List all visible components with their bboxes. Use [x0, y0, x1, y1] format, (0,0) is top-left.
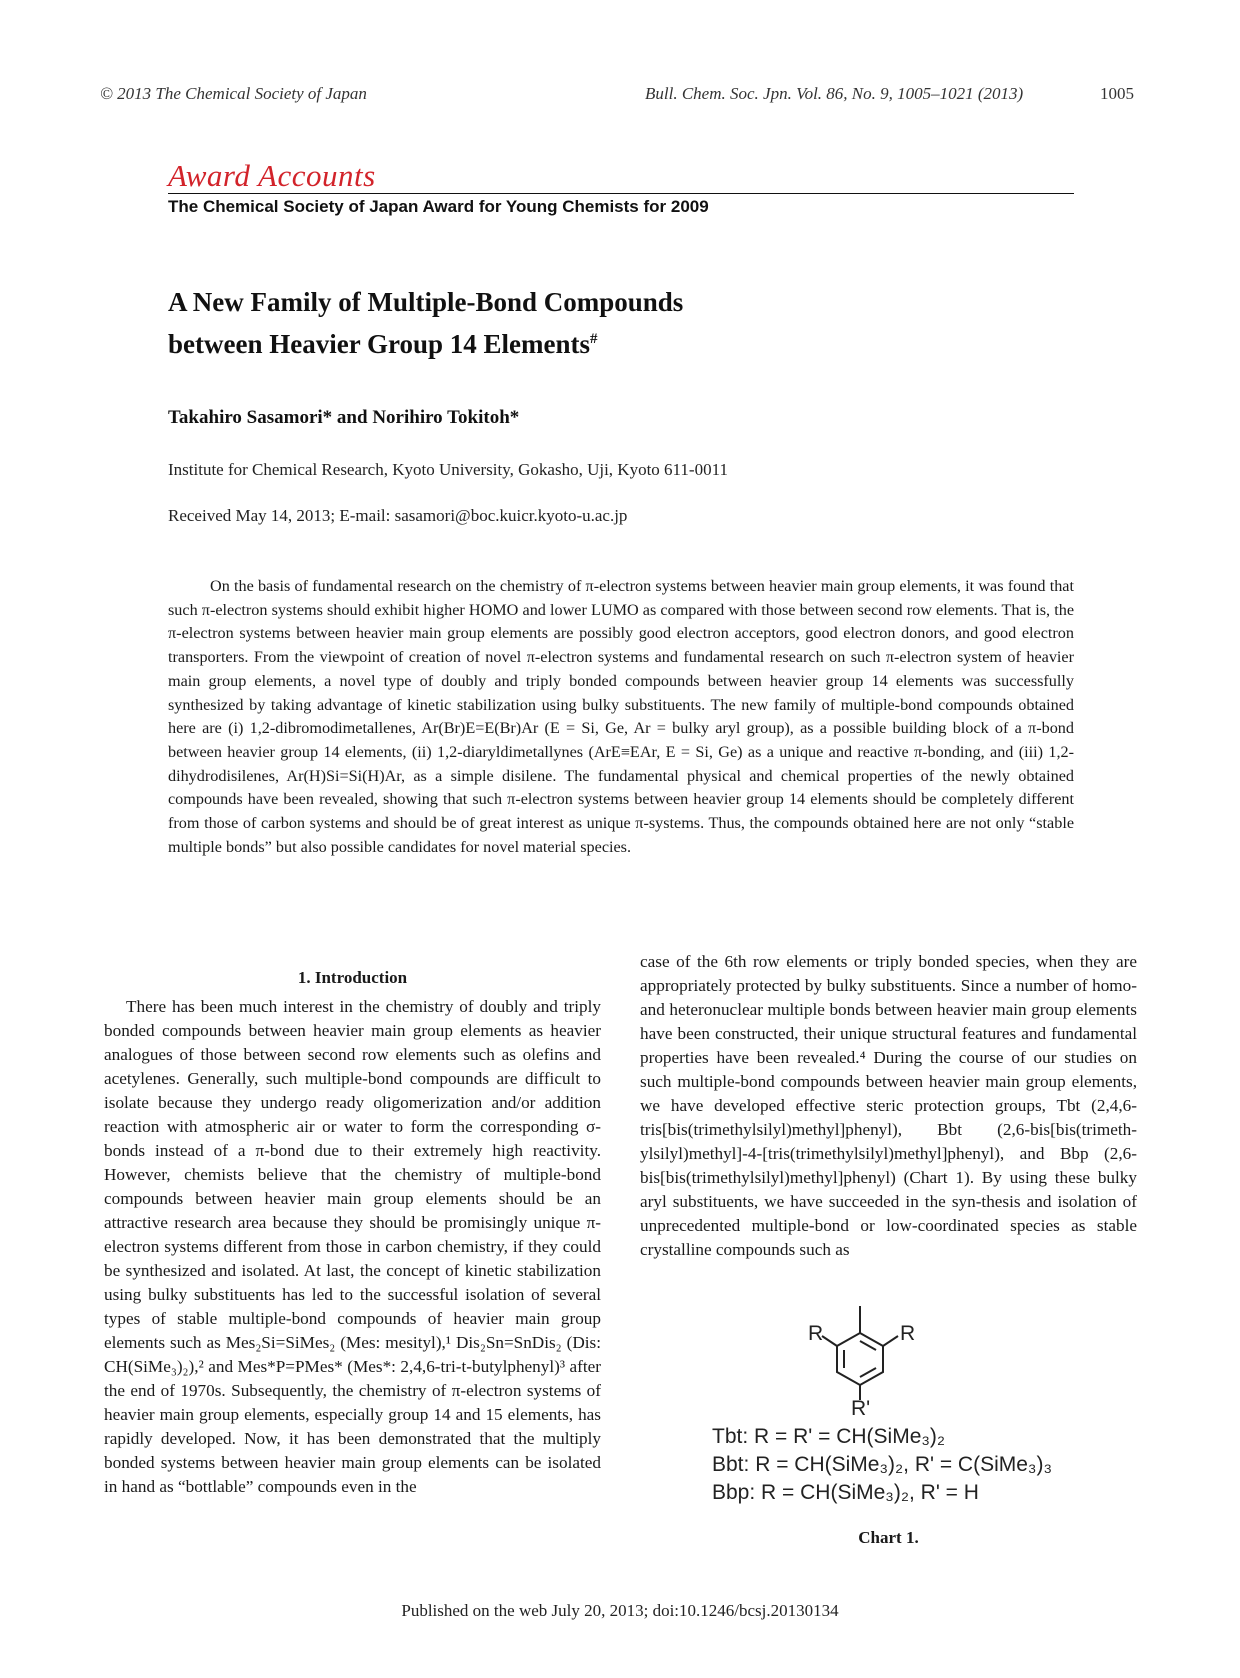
award-subtitle: The Chemical Society of Japan Award for Young Chemists for 2009 — [168, 197, 709, 216]
legend-bbt: Bbt: R = CH(SiMe₃)₂, R' = C(SiMe₃)₃ — [712, 1453, 1053, 1476]
article-title — [168, 284, 928, 363]
legend-bbp: Bbp: R = CH(SiMe₃)₂, R' = H — [712, 1481, 979, 1504]
r-left-label: R — [808, 1322, 824, 1345]
title-line-2: between Heavier Group 14 Elements# — [168, 329, 598, 359]
abstract: On the basis of fundamental research on the chemistry of π-electron systems between heavier main group elements, it was found that such π-electron systems should exhibit higher HOMO and lower LUMO as compared with those between second row elements. That is, the π-electron systems between heavier main group elements are possibly good electron acceptors, good electron donors, and good electron transporters. From the viewpoint of creation of novel π-electron systems and fundamental research on such π-electron system of heavier main group elements, a novel type of doubly and triply bonded compounds between heavier group 14 elements was successfully synthesized by taking advantage of kinetic stabilization using bulky substituents. The new family of multiple-bond compounds obtained here are (i) 1,2-dibromodimetallenes, Ar(Br)E=E(Br)Ar (E = Si, Ge, Ar = bulky aryl group), as a possible building block of a π-bond between heavier group 14 elements, (ii) 1,2-diaryldimetallynes (ArE≡EAr, E = Si, Ge) as a unique and reactive π-bonding, and (iii) 1,2-dihydrodisilenes, Ar(H)Si=Si(H)Ar, as a simple disilene. The fundamental physical and chemical properties of the newly obtained compounds have been revealed, showing that such π-electron systems between heavier group 14 elements should be completely different from those of carbon systems and should be of great interest as unique π-systems. Thus, the compounds obtained here are not only “stable multiple bonds” but also possible candidates for novel material species. — [168, 577, 1074, 856]
copyright-line: © 2013 The Chemical Society of Japan — [100, 84, 367, 103]
title-footnote-mark: # — [589, 331, 598, 347]
affiliation: Institute for Chemical Research, Kyoto University, Gokasho, Uji, Kyoto 611-0011 — [168, 460, 728, 479]
chart-caption: Chart 1. — [858, 1528, 919, 1547]
title-line-1: A New Family of Multiple-Bond Compounds — [168, 287, 684, 317]
benzene-ring — [822, 1306, 898, 1400]
journal-citation: Bull. Chem. Soc. Jpn. Vol. 86, No. 9, 1005–1021 (2013) — [645, 84, 1024, 103]
body-column-left: There has been much interest in the chemistry of doubly and triply bonded compounds between heavier main group elements as heavier analogues of those between second row elements such as olefins and acetylenes. Generally, such multiple-bond compounds are difficult to isolate because they undergo ready oligomerization and/or addition reaction with atmospheric air or water to form the corresponding σ-bonds instead of a π-bond due to their extremely high reactivity. However, chemists believe that the chemistry of multiple-bond compounds between heavier main group elements should be an attractive research area because they should be promisingly unique π-electron systems different from those in carbon chemistry, if they could be synthesized and isolated. At last, the concept of kinetic stabilization using bulky substituents has led to the successful isolation of several types of stable multiple-bond compounds of heavier main group elements such as Mes₂Si=SiMes₂ (Mes: mesityl),¹ Dis₂Sn=SnDis₂ (Dis: CH(SiMe₃)₂),² and Mes*P=PMes* (Mes*: 2,4,6-tri-t-butylphenyl)³ after the end of 1970s. Subsequently, the chemistry of π-electron systems of heavier main group elements, especially group 14 and 15 elements, has rapidly developed. Now, it has been demonstrated that the multiply bonded systems between heavier main group elements can be isolated in hand as “bottlable” compounds even in the — [104, 997, 601, 1496]
publication-footer: Published on the web July 20, 2013; doi:10.1246/bcsj.20130134 — [401, 1601, 839, 1620]
authors: Takahiro Sasamori* and Norihiro Tokitoh* — [168, 407, 520, 428]
section-label: Award Accounts — [168, 158, 376, 193]
page-number: 1005 — [1100, 84, 1134, 103]
received-line: Received May 14, 2013; E-mail: sasamori@boc.kuicr.kyoto-u.ac.jp — [168, 506, 628, 525]
section-heading: 1. Introduction — [297, 968, 408, 987]
r-prime-label: R' — [851, 1397, 871, 1415]
r-right-label: R — [900, 1322, 916, 1345]
chart1-structure — [770, 1290, 930, 1415]
body-column-right: case of the 6th row elements or triply bonded species, when they are appropriately protected by bulky substituents. Since a number of homo- and heteronuclear multiple bonds between heavier main group elements have been constructed, their unique structural features and fundamental properties have been revealed.⁴ During the course of our studies on such multiple-bond compounds between heavier main group elements, we have developed effective steric protection groups, Tbt (2,4,6-tris[bis(trimethylsilyl)methyl]phenyl), Bbt (2,6-bis[bis(trimeth-ylsilyl)methyl]-4-[tris(trimethylsilyl)methyl]phenyl), and Bbp (2,6-bis[bis(trimethylsilyl)methyl]phenyl) (Chart 1). By using these bulky aryl substituents, we have succeeded in the syn-thesis and isolation of unprecedented multiple-bond or low-coordinated species as stable crystalline compounds such as — [640, 952, 1137, 1259]
legend-tbt: Tbt: R = R' = CH(SiMe₃)₂ — [712, 1425, 946, 1448]
header-rule — [168, 193, 1074, 194]
